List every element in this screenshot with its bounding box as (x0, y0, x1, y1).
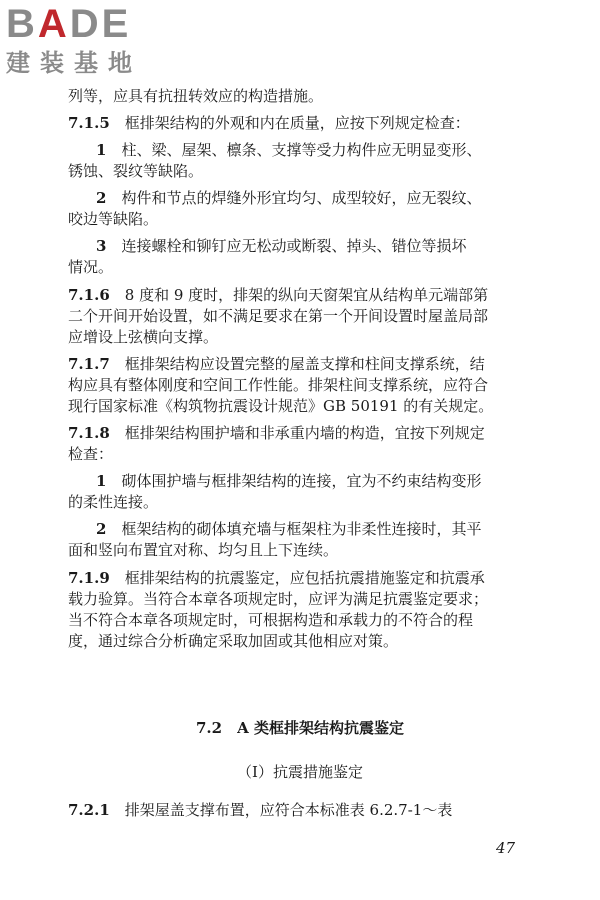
paragraph-line: 载力验算。当符合本章各项规定时，应评为满足抗震鉴定要求； (68, 590, 489, 608)
paragraph-line: 面和竖向布置宜对称、均匀且上下连续。 (68, 541, 339, 559)
item-7-1-5-3: 3 连接螺栓和铆钉应无松动或断裂、掉头、错位等损坏 (96, 237, 467, 255)
clause-7-2-1: 7.2.1 排架屋盖支撑布置，应符合本标准表 6.2.7-1～表 (68, 801, 453, 819)
paragraph-line: 列等，应具有抗扭转效应的构造措施。 (68, 87, 324, 105)
bade-logo (6, 4, 181, 88)
subsection-title: （Ⅰ）抗震措施鉴定 (237, 763, 363, 781)
clause-7-1-5: 7.1.5 框排架结构的外观和内在质量，应按下列规定检查： (68, 114, 470, 132)
paragraph-line: 应增设上弦横向支撑。 (68, 328, 219, 346)
paragraph-line: 当不符合本章各项规定时，可根据构造和承载力的不符合的程 (68, 611, 474, 629)
item-7-1-5-1: 1 柱、梁、屋架、檩条、支撑等受力构件应无明显变形、 (96, 141, 482, 159)
section-title: 7.2 A 类框排架结构抗震鉴定 (196, 719, 404, 737)
clause-7-1-6: 7.1.6 8 度和 9 度时，排架的纵向天窗架宜从结构单元端部第 (68, 286, 489, 304)
paragraph-line: 的柔性连接。 (68, 493, 159, 511)
paragraph-line: 二个开间开始设置，如不满足要求在第一个开间设置时屋盖局部 (68, 307, 489, 325)
item-7-1-5-2: 2 构件和节点的焊缝外形宜均匀、成型较好，应无裂纹、 (96, 189, 482, 207)
item-7-1-8-1: 1 砌体围护墙与框排架结构的连接，宜为不约束结构变形 (96, 472, 482, 490)
item-7-1-8-2: 2 框架结构的砌体填充墙与框架柱为非柔性连接时，其平 (96, 520, 482, 538)
clause-7-1-9: 7.1.9 框排架结构的抗震鉴定，应包括抗震措施鉴定和抗震承 (68, 569, 485, 587)
paragraph-line: 度，通过综合分析确定采取加固或其他相应对策。 (68, 632, 399, 650)
paragraph-line: 现行国家标准《构筑物抗震设计规范》GB 50191 的有关规定。 (68, 397, 494, 415)
paragraph-line: 情况。 (68, 258, 114, 276)
page-number: 47 (496, 839, 516, 857)
paragraph-line: 咬边等缺陷。 (68, 210, 159, 228)
clause-7-1-7: 7.1.7 框排架结构应设置完整的屋盖支撑和柱间支撑系统，结 (68, 355, 485, 373)
logo-wordmark: BADE (6, 2, 132, 46)
paragraph-line: 锈蚀、裂纹等缺陷。 (68, 162, 204, 180)
clause-7-1-8: 7.1.8 框排架结构围护墙和非承重内墙的构造，宜按下列规定 (68, 424, 485, 442)
paragraph-line: 构应具有整体刚度和空间工作性能。排架柱间支撑系统，应符合 (68, 376, 489, 394)
logo-subtitle: 建装基地 (6, 49, 142, 77)
paragraph-line: 检查： (68, 445, 114, 463)
